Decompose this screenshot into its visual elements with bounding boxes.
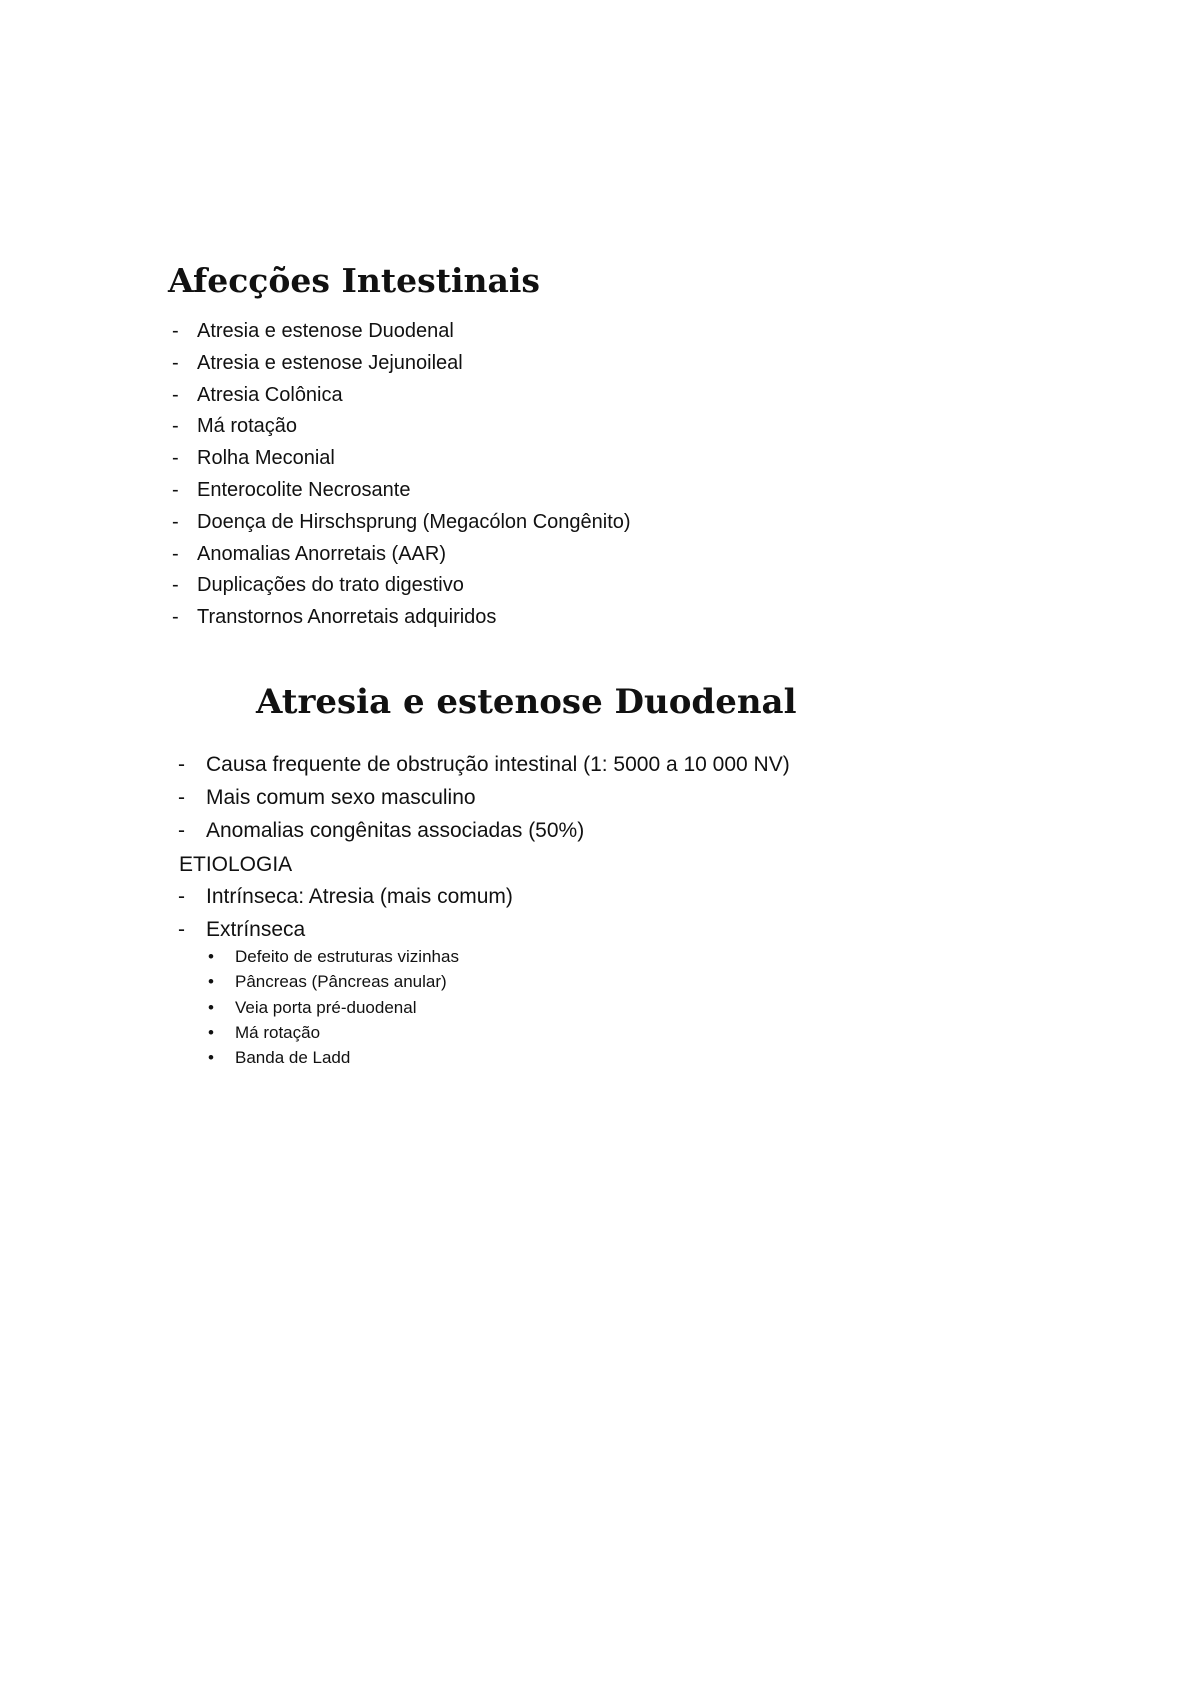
list-item: • Banda de Ladd <box>206 1045 459 1070</box>
list-item: - Duplicações do trato digestivo <box>172 570 631 602</box>
etiologia-list <box>178 880 513 946</box>
list-item: - Transtornos Anorretais adquiridos <box>172 602 631 634</box>
list-item: - Atresia Colônica <box>172 380 631 412</box>
section-title-atresia-duodenal: Atresia e estenose Duodenal <box>256 682 797 722</box>
list-item: - Enterocolite Necrosante <box>172 475 631 507</box>
list-item: - Doença de Hirschsprung (Megacólon Congênito) <box>172 507 631 539</box>
list-item: - Rolha Meconial <box>172 443 631 475</box>
list-item: - Má rotação <box>172 411 631 443</box>
list-item: - Mais comum sexo masculino <box>178 781 790 814</box>
etiologia-heading: ETIOLOGIA <box>179 853 293 876</box>
list-item: - Atresia e estenose Duodenal <box>172 316 631 348</box>
list-item: • Pâncreas (Pâncreas anular) <box>206 969 459 994</box>
list-item: - Atresia e estenose Jejunoileal <box>172 348 631 380</box>
section-title-afeccoes-intestinais: Afecções Intestinais <box>168 261 540 300</box>
afeccoes-list <box>172 316 631 634</box>
list-item: - Causa frequente de obstrução intestinal (1: 5000 a 10 000 NV) <box>178 748 790 781</box>
list-item: - Anomalias Anorretais (AAR) <box>172 539 631 571</box>
list-item: • Veia porta pré-duodenal <box>206 995 459 1020</box>
list-item: • Má rotação <box>206 1020 459 1045</box>
extrinseca-sublist <box>206 944 459 1070</box>
list-item: - Intrínseca: Atresia (mais comum) <box>178 880 513 913</box>
list-item: - Anomalias congênitas associadas (50%) <box>178 814 790 847</box>
atresia-facts-list <box>178 748 790 847</box>
list-item: - Extrínseca <box>178 913 513 946</box>
list-item: • Defeito de estruturas vizinhas <box>206 944 459 969</box>
